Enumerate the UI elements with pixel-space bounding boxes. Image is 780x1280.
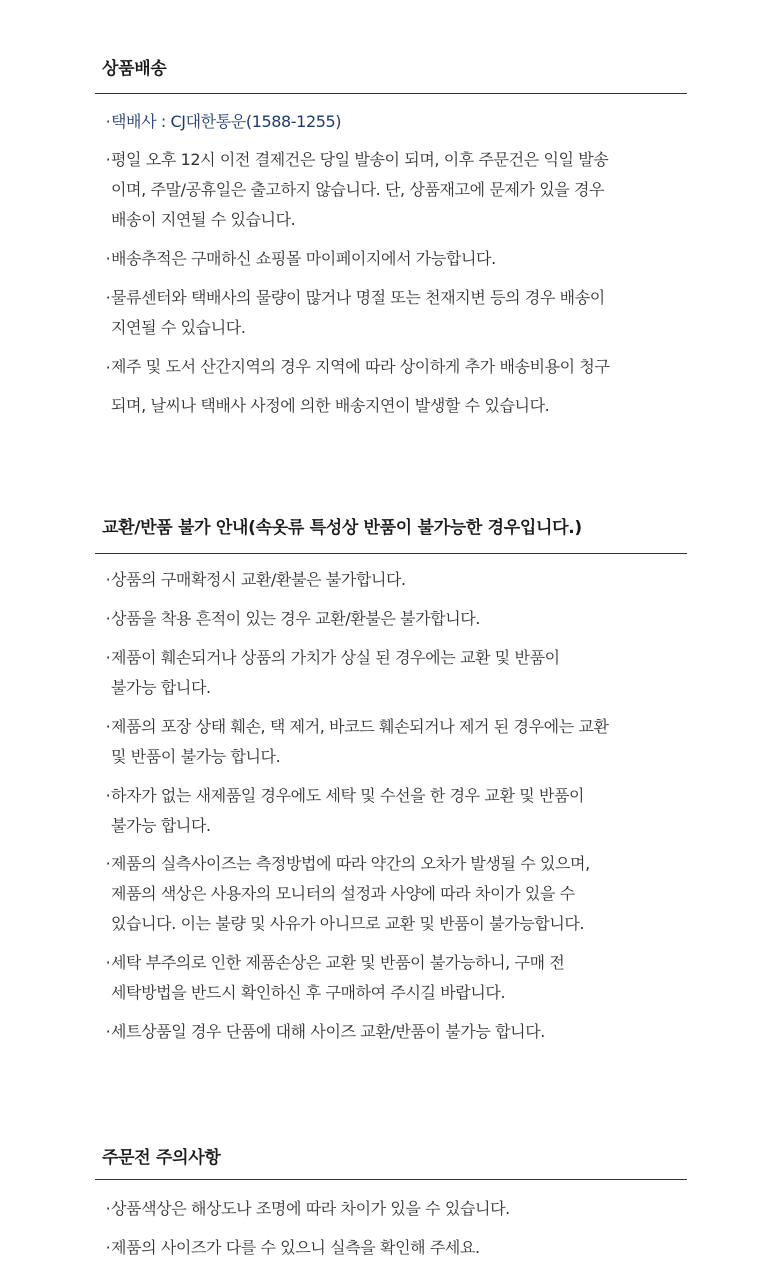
item-line: 상품색상은 해상도나 조명에 따라 차이가 있을 수 있습니다. xyxy=(111,1199,510,1218)
item-line: 세탁 부주의로 인한 제품손상은 교환 및 반품이 불가능하니, 구매 전 xyxy=(111,953,565,972)
list-item xyxy=(104,352,704,430)
bullet: · xyxy=(105,288,111,307)
list-item xyxy=(104,145,704,235)
list-item xyxy=(104,1017,704,1047)
list-item-courier xyxy=(104,107,704,137)
bullet: · xyxy=(105,358,111,377)
item-line: 배송추적은 구매하신 쇼핑몰 마이페이지에서 가능합니다. xyxy=(111,249,496,268)
item-line: 있습니다. 이는 불량 및 사유가 아니므로 교환 및 반품이 불가능합니다. xyxy=(111,914,585,933)
item-line: 하자가 없는 새제품일 경우에도 세탁 및 수선을 한 경우 교환 및 반품이 xyxy=(111,786,585,805)
bullet: · xyxy=(105,1238,111,1257)
item-line: 배송이 지연될 수 있습니다. xyxy=(111,210,296,229)
item-line: 이며, 주말/공휴일은 출고하지 않습니다. 단, 상품재고에 문제가 있을 경우 xyxy=(111,180,605,199)
list-item xyxy=(104,1233,704,1263)
bullet: · xyxy=(105,150,111,169)
list-item xyxy=(104,1194,704,1224)
item-line: 제주 및 도서 산간지역의 경우 지역에 따라 상이하게 추가 배송비용이 청구 xyxy=(111,357,610,376)
item-line: 평일 오후 12시 이전 결제건은 당일 발송이 되며, 이후 주문건은 익일 발송 xyxy=(111,150,609,169)
list-item xyxy=(104,283,704,343)
bullet: · xyxy=(105,648,111,667)
list-item xyxy=(104,244,704,274)
list-item xyxy=(104,712,704,772)
bullet: · xyxy=(105,1022,111,1041)
item-line: 되며, 날씨나 택배사 사정에 의한 배송지연이 발생할 수 있습니다. xyxy=(111,396,550,415)
bullet: · xyxy=(105,570,111,589)
section-divider xyxy=(95,1179,687,1180)
item-line: 제품이 훼손되거나 상품의 가치가 상실 된 경우에는 교환 및 반품이 xyxy=(111,648,560,667)
item-line: 물류센터와 택배사의 물량이 많거나 명절 또는 천재지변 등의 경우 배송이 xyxy=(111,288,605,307)
list-item xyxy=(104,948,704,1008)
bullet: · xyxy=(105,1199,111,1218)
bullet: · xyxy=(105,786,111,805)
item-line: 상품의 구매확정시 교환/환불은 불가합니다. xyxy=(111,570,406,589)
section-divider xyxy=(95,93,687,94)
item-line: 세트상품일 경우 단품에 대해 사이즈 교환/반품이 불가능 합니다. xyxy=(111,1022,545,1041)
list-item xyxy=(104,643,704,703)
bullet: · xyxy=(105,609,111,628)
item-line: 상품을 착용 흔적이 있는 경우 교환/환불은 불가합니다. xyxy=(111,609,481,628)
list-item xyxy=(104,849,704,939)
item-line: 제품의 포장 상태 훼손, 택 제거, 바코드 훼손되거나 제거 된 경우에는 교환 xyxy=(111,717,609,736)
section-title: 교환/반품 불가 안내(속옷류 특성상 반품이 불가능한 경우입니다.) xyxy=(102,518,582,538)
item-line: 및 반품이 불가능 합니다. xyxy=(111,747,281,766)
list-item xyxy=(104,604,704,634)
bullet: · xyxy=(105,717,111,736)
bullet: · xyxy=(105,249,111,268)
bullet: · xyxy=(105,112,111,131)
item-line: 세탁방법을 반드시 확인하신 후 구매하여 주시길 바랍니다. xyxy=(111,983,506,1002)
item-line: 불가능 합니다. xyxy=(111,678,211,697)
item-line: 제품의 실측사이즈는 측정방법에 따라 약간의 오차가 발생될 수 있으며, xyxy=(111,854,590,873)
section-title: 상품배송 xyxy=(102,59,167,79)
bullet: · xyxy=(105,854,111,873)
bullet: · xyxy=(105,953,111,972)
section-title: 주문전 주의사항 xyxy=(102,1148,221,1168)
item-line: 제품의 사이즈가 다를 수 있으니 실측을 확인해 주세요. xyxy=(111,1238,480,1257)
list-item xyxy=(104,781,704,841)
item-line: 택배사 : CJ대한통운(1588-1255) xyxy=(111,112,342,131)
item-line: 제품의 색상은 사용자의 모니터의 설정과 사양에 따라 차이가 있을 수 xyxy=(111,884,575,903)
list-item xyxy=(104,565,704,595)
item-line: 불가능 합니다. xyxy=(111,816,211,835)
item-line: 지연될 수 있습니다. xyxy=(111,318,246,337)
section-divider xyxy=(95,553,687,554)
